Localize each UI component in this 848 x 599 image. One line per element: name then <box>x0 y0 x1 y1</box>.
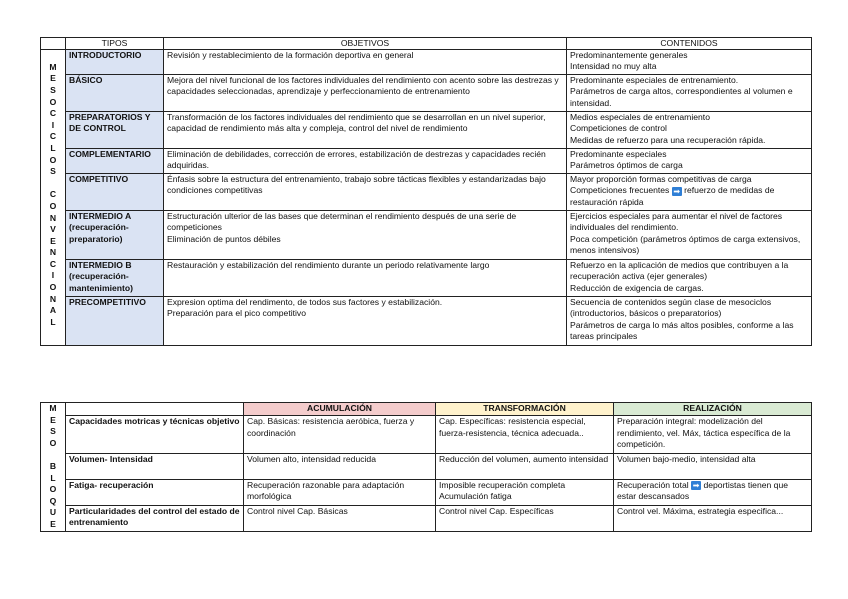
right-arrow-icon: ➡ <box>692 481 700 491</box>
header-objetivos: OBJETIVOS <box>164 38 567 50</box>
tipo-competitivo: COMPETITIVO <box>66 174 164 211</box>
contenido-competitivo <box>567 174 812 211</box>
header-realizacion: REALIZACIÓN <box>614 403 812 416</box>
contenido-precompetitivo: Secuencia de contenidos según clase de mesociclos (introductorios, básicos o preparatorios) Parámetros de carga lo más altos posibles, conforme a las tareas principales <box>567 297 812 346</box>
row-label-fatiga: Fatiga- recuperación <box>66 480 244 506</box>
tipo-precompetitivo: PRECOMPETITIVO <box>66 297 164 346</box>
realizacion-fatiga: Recuperación total ➡ deportistas tienen que estar descansados <box>614 480 812 506</box>
mesobloque-table <box>40 402 812 532</box>
acumulacion-capacidades: Cap. Básicas: resistencia aeróbica, fuerza y coordinación <box>244 416 436 454</box>
contenido-competitivo-line2: Competiciones frecuentes ➡ refuerzo de medidas de restauración rápida <box>570 185 775 207</box>
transformacion-capacidades: Cap. Específicas: resistencia especial, fuerza-resistencia, técnica adecuada.. <box>436 416 614 454</box>
transformacion-fatiga: Imposible recuperación completa Acumulación fatiga <box>436 480 614 506</box>
mesociclos-convencional-label: M E S O C I C L O S C O N V E N C I O N A L <box>41 50 66 346</box>
tipo-intermedio-a: INTERMEDIO A (recuperación-preparatorio) <box>66 211 164 260</box>
realizacion-capacidades: Preparación integral: modelización del rendimiento, vel. Máx, táctica específica de la competición. <box>614 416 812 454</box>
tipo-intermedio-b: INTERMEDIO B (recuperación-mantenimiento) <box>66 260 164 297</box>
contenido-introductorio: Predominantemente generales Intensidad no muy alta <box>567 50 812 75</box>
corner-cell <box>66 403 244 416</box>
row-label-capacidades: Capacidades motricas y técnicas objetivo <box>66 416 244 454</box>
tipo-preparatorios: PREPARATORIOS Y DE CONTROL <box>66 112 164 149</box>
header-contenidos: CONTENIDOS <box>567 38 812 50</box>
objetivo-introductorio: Revisión y restablecimiento de la formación deportiva en general <box>164 50 567 75</box>
acumulacion-volumen: Volumen alto, intensidad reducida <box>244 454 436 480</box>
header-acumulacion: ACUMULACIÓN <box>244 403 436 416</box>
transformacion-volumen: Reducción del volumen, aumento intensidad <box>436 454 614 480</box>
acumulacion-control: Control nivel Cap. Básicas <box>244 505 436 531</box>
objetivo-precompetitivo: Expresion optima del rendimento, de todos sus factores y estabilización. Preparación para el pico competitivo <box>164 297 567 346</box>
header-transformacion: TRANSFORMACIÓN <box>436 403 614 416</box>
contenido-intermedio-a: Ejercicios especiales para aumentar el nivel de factores individuales del rendimiento. Poca competición (parámetros óptimos de carga extensivos, menos intensivos) <box>567 211 812 260</box>
transformacion-control: Control nivel Cap. Específicas <box>436 505 614 531</box>
acumulacion-fatiga: Recuperación razonable para adaptación morfológica <box>244 480 436 506</box>
row-label-particularidades: Particularidades del control del estado de entrenamiento <box>66 505 244 531</box>
objetivo-complementario: Eliminación de debilidades, corrección de errores, estabilización de destrezas y capacidades recién adquiridas. <box>164 149 567 174</box>
contenido-preparatorios: Medios especiales de entrenamiento Competiciones de control Medidas de refuerzo para una recuperación rápida. <box>567 112 812 149</box>
contenido-basico: Predominante especiales de entrenamiento. Parámetros de carga altos, correspondientes al volumen e intensidad. <box>567 75 812 112</box>
contenido-competitivo-line1: Mayor proporción formas competitivas de carga <box>570 174 752 185</box>
tipo-complementario: COMPLEMENTARIO <box>66 149 164 174</box>
contenido-complementario: Predominante especiales Parámetros óptimos de carga <box>567 149 812 174</box>
header-tipos: TIPOS <box>66 38 164 50</box>
tipo-basico: BÁSICO <box>66 75 164 112</box>
objetivo-intermedio-a: Estructuración ulterior de las bases que determinan el rendimiento después de una serie de competiciones Eliminación de puntos débiles <box>164 211 567 260</box>
realizacion-control: Control vel. Máxima, estrategia especifica... <box>614 505 812 531</box>
objetivo-basico: Mejora del nivel funcional de los factores individuales del rendimiento con acento sobre las destrezas y capacidades seleccionadas, aprendizaje y perfeccionamiento de entrenamiento <box>164 75 567 112</box>
mesobloque-label: M E S O B L O Q U E <box>41 403 66 532</box>
corner-cell <box>41 38 66 50</box>
mesociclos-table <box>40 37 812 346</box>
contenido-intermedio-b: Refuerzo en la aplicación de medios que contribuyen a la recuperación activa (ejer generales) Reducción de exigencia de cargas. <box>567 260 812 297</box>
realizacion-volumen: Volumen bajo-medio, intensidad alta <box>614 454 812 480</box>
objetivo-preparatorios: Transformación de los factores individuales del rendimiento que se desarrollan en un nivel superior, capacidad de rendimiento más alta y compleja, control del nivel de rendimiento <box>164 112 567 149</box>
right-arrow-icon: ➡ <box>673 186 681 196</box>
tipo-introductorio: INTRODUCTORIO <box>66 50 164 75</box>
row-label-volumen: Volumen- Intensidad <box>66 454 244 480</box>
objetivo-intermedio-b: Restauración y estabilización del rendimiento durante un periodo relativamente largo <box>164 260 567 297</box>
objetivo-competitivo: Énfasis sobre la estructura del entrenamiento, trabajo sobre tácticas flexibles y estandarizadas bajo condiciones competitivas <box>164 174 567 211</box>
